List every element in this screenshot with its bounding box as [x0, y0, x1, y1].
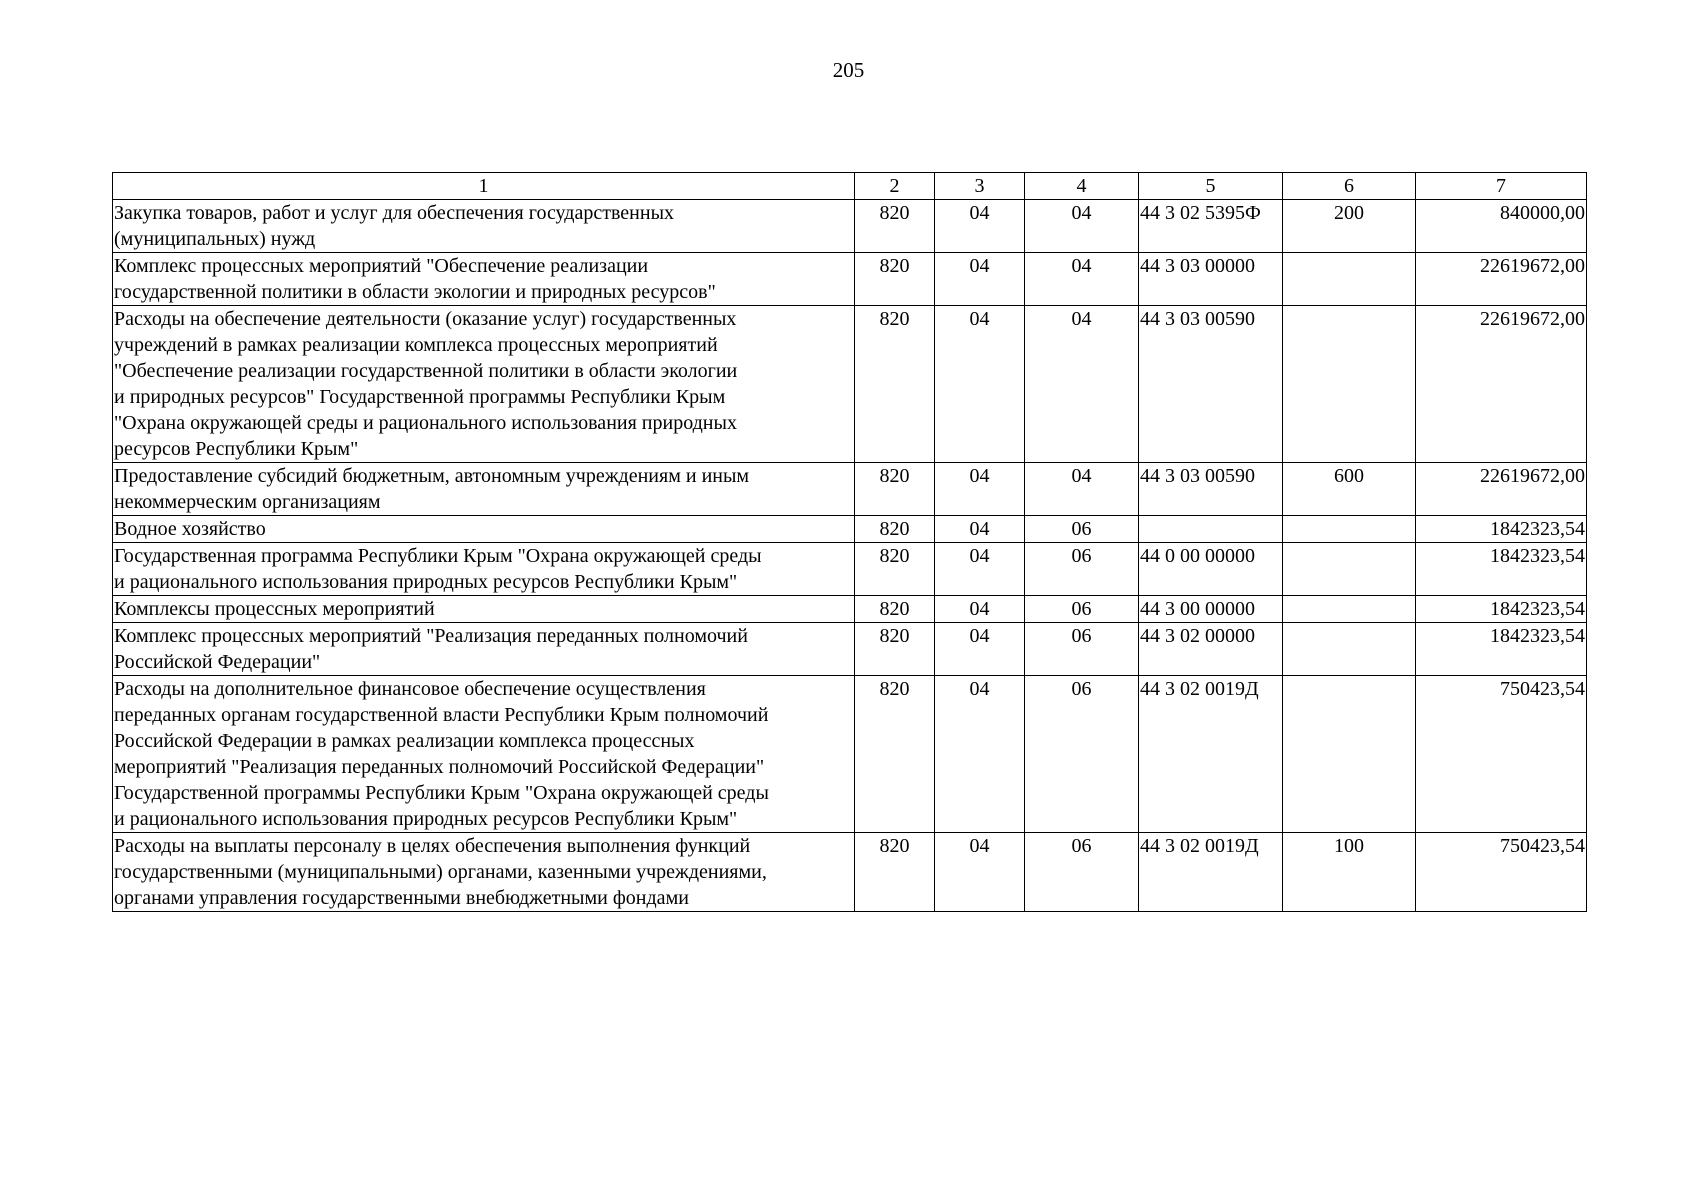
row-amount: 840000,00 — [1416, 200, 1587, 253]
row-description: Комплексы процессных мероприятий — [113, 596, 855, 623]
row-section-code: 04 — [935, 516, 1025, 543]
row-expense-type-code: 600 — [1283, 463, 1416, 516]
row-section-code: 04 — [935, 596, 1025, 623]
header-col-5: 5 — [1139, 173, 1283, 200]
row-amount: 22619672,00 — [1416, 253, 1587, 306]
row-subsection-code: 06 — [1025, 833, 1139, 912]
header-col-7: 7 — [1416, 173, 1587, 200]
header-col-2: 2 — [855, 173, 935, 200]
row-expense-type-code: 200 — [1283, 200, 1416, 253]
row-grbs-code: 820 — [855, 623, 935, 676]
row-subsection-code: 06 — [1025, 623, 1139, 676]
row-subsection-code: 04 — [1025, 463, 1139, 516]
row-section-code: 04 — [935, 200, 1025, 253]
row-amount: 1842323,54 — [1416, 516, 1587, 543]
row-amount: 750423,54 — [1416, 833, 1587, 912]
table-row — [113, 516, 1587, 543]
header-col-4: 4 — [1025, 173, 1139, 200]
row-description: Комплекс процессных мероприятий "Обеспечение реализации государственной политики в области экологии и природных ресурсов" — [113, 253, 855, 306]
row-grbs-code: 820 — [855, 253, 935, 306]
row-subsection-code: 04 — [1025, 306, 1139, 463]
row-subsection-code: 04 — [1025, 200, 1139, 253]
table-row — [113, 596, 1587, 623]
row-grbs-code: 820 — [855, 463, 935, 516]
row-target-item-code: 44 3 02 5395Ф — [1139, 200, 1283, 253]
table-row — [113, 676, 1587, 833]
row-expense-type-code — [1283, 516, 1416, 543]
row-target-item-code: 44 3 03 00590 — [1139, 306, 1283, 463]
table-row — [113, 200, 1587, 253]
row-target-item-code: 44 3 02 0019Д — [1139, 676, 1283, 833]
row-amount: 1842323,54 — [1416, 543, 1587, 596]
table-row — [113, 253, 1587, 306]
header-col-1: 1 — [113, 173, 855, 200]
table-row — [113, 306, 1587, 463]
row-section-code: 04 — [935, 463, 1025, 516]
row-target-item-code: 44 0 00 00000 — [1139, 543, 1283, 596]
row-subsection-code: 04 — [1025, 253, 1139, 306]
row-section-code: 04 — [935, 676, 1025, 833]
table-row — [113, 543, 1587, 596]
budget-table — [112, 172, 1587, 912]
row-description: Закупка товаров, работ и услуг для обеспечения государственных (муниципальных) нужд — [113, 200, 855, 253]
row-target-item-code: 44 3 03 00590 — [1139, 463, 1283, 516]
row-amount: 22619672,00 — [1416, 463, 1587, 516]
row-section-code: 04 — [935, 306, 1025, 463]
table-row — [113, 833, 1587, 912]
row-expense-type-code — [1283, 623, 1416, 676]
row-subsection-code: 06 — [1025, 543, 1139, 596]
row-target-item-code — [1139, 516, 1283, 543]
row-expense-type-code — [1283, 253, 1416, 306]
row-section-code: 04 — [935, 623, 1025, 676]
table-row — [113, 463, 1587, 516]
row-section-code: 04 — [935, 833, 1025, 912]
row-description: Расходы на дополнительное финансовое обеспечение осуществления переданных органам государственной власти Республики Крым полномочий Российской Федерации в рамках реализации комплекса процессных мероприятий "Реализация переданных полномочий Российской Федерации" Государственной программы Республики Крым "Охрана окружающей среды и рационального использования природных ресурсов Республики Крым" — [113, 676, 855, 833]
row-expense-type-code — [1283, 676, 1416, 833]
row-subsection-code: 06 — [1025, 596, 1139, 623]
row-expense-type-code — [1283, 306, 1416, 463]
row-subsection-code: 06 — [1025, 516, 1139, 543]
row-target-item-code: 44 3 02 0019Д — [1139, 833, 1283, 912]
row-grbs-code: 820 — [855, 833, 935, 912]
row-target-item-code: 44 3 03 00000 — [1139, 253, 1283, 306]
table-header-row — [113, 173, 1587, 200]
row-amount: 1842323,54 — [1416, 596, 1587, 623]
row-grbs-code: 820 — [855, 306, 935, 463]
row-expense-type-code — [1283, 543, 1416, 596]
row-description: Водное хозяйство — [113, 516, 855, 543]
row-description: Предоставление субсидий бюджетным, автономным учреждениям и иным некоммерческим организациям — [113, 463, 855, 516]
row-description: Государственная программа Республики Крым "Охрана окружающей среды и рационального использования природных ресурсов Республики Крым" — [113, 543, 855, 596]
row-expense-type-code: 100 — [1283, 833, 1416, 912]
page-number: 205 — [832, 58, 865, 82]
header-col-3: 3 — [935, 173, 1025, 200]
row-amount: 22619672,00 — [1416, 306, 1587, 463]
row-section-code: 04 — [935, 543, 1025, 596]
row-grbs-code: 820 — [855, 516, 935, 543]
row-expense-type-code — [1283, 596, 1416, 623]
row-description: Комплекс процессных мероприятий "Реализация переданных полномочий Российской Федерации" — [113, 623, 855, 676]
row-grbs-code: 820 — [855, 596, 935, 623]
row-description: Расходы на обеспечение деятельности (оказание услуг) государственных учреждений в рамках реализации комплекса процессных мероприятий "Обеспечение реализации государственной политики в области экологии и природных ресурсов" Государственной программы Республики Крым "Охрана окружающей среды и рационального использования природных ресурсов Республики Крым" — [113, 306, 855, 463]
table-row — [113, 623, 1587, 676]
row-amount: 1842323,54 — [1416, 623, 1587, 676]
row-target-item-code: 44 3 00 00000 — [1139, 596, 1283, 623]
row-amount: 750423,54 — [1416, 676, 1587, 833]
row-grbs-code: 820 — [855, 200, 935, 253]
row-section-code: 04 — [935, 253, 1025, 306]
header-col-6: 6 — [1283, 173, 1416, 200]
row-grbs-code: 820 — [855, 676, 935, 833]
row-grbs-code: 820 — [855, 543, 935, 596]
row-subsection-code: 06 — [1025, 676, 1139, 833]
row-description: Расходы на выплаты персоналу в целях обеспечения выполнения функций государственными (муниципальными) органами, казенными учреждениями, органами управления государственными внебюджетными фондами — [113, 833, 855, 912]
row-target-item-code: 44 3 02 00000 — [1139, 623, 1283, 676]
